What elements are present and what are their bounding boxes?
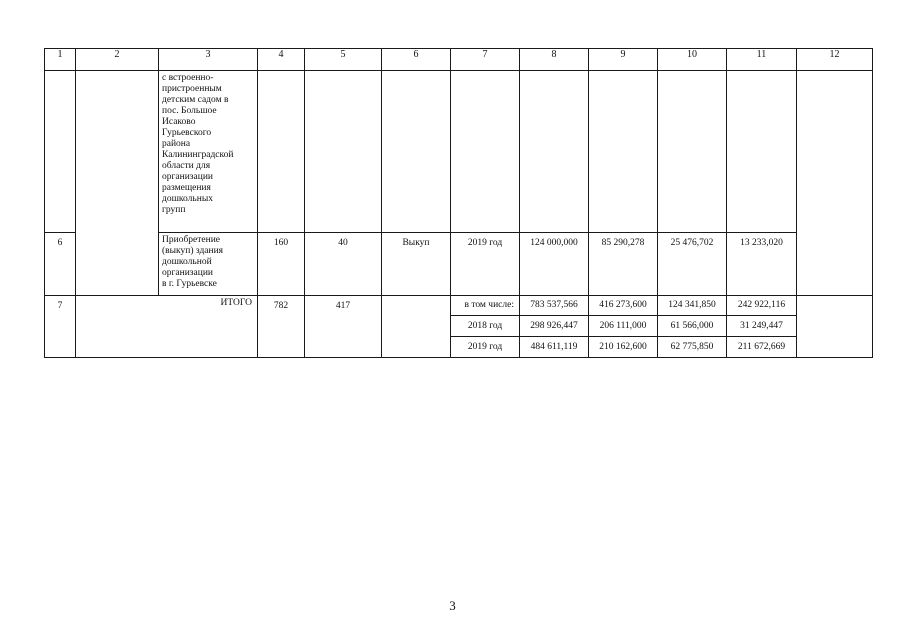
table-cell [305, 71, 382, 233]
table-cell: 85 290,278 [589, 233, 658, 296]
header-cell: 6 [382, 49, 451, 71]
total-label: ИТОГО [76, 296, 258, 358]
header-cell: 1 [45, 49, 76, 71]
table-row [45, 71, 873, 233]
table-row [45, 233, 873, 296]
header-cell: 7 [451, 49, 520, 71]
table-cell [258, 71, 305, 233]
table-cell [520, 71, 589, 233]
table-cell [451, 71, 520, 233]
table-cell: в том числе: [451, 296, 520, 316]
table-cell [797, 296, 873, 358]
header-cell: 11 [727, 49, 797, 71]
table-cell: 25 476,702 [658, 233, 727, 296]
header-cell: 9 [589, 49, 658, 71]
table-cell: 160 [258, 233, 305, 296]
page-number: 3 [449, 598, 456, 613]
table-cell: Выкуп [382, 233, 451, 296]
table-cell: 40 [305, 233, 382, 296]
header-cell: 8 [520, 49, 589, 71]
table-cell: 31 249,447 [727, 316, 797, 337]
table-cell [797, 71, 873, 296]
table-cell: 124 341,850 [658, 296, 727, 316]
header-cell: 2 [76, 49, 159, 71]
header-cell: 3 [159, 49, 258, 71]
table-cell: 242 922,116 [727, 296, 797, 316]
table-cell: 211 672,669 [727, 337, 797, 358]
header-cell: 12 [797, 49, 873, 71]
data-table [44, 48, 873, 358]
table-cell: 124 000,000 [520, 233, 589, 296]
table-cell [76, 71, 159, 296]
table-cell [382, 71, 451, 233]
table-cell: 783 537,566 [520, 296, 589, 316]
header-cell: 4 [258, 49, 305, 71]
table-cell: 61 566,000 [658, 316, 727, 337]
table-cell: 2019 год [451, 233, 520, 296]
table-cell [45, 71, 76, 233]
table-cell: 206 111,000 [589, 316, 658, 337]
header-row [45, 49, 873, 71]
table-cell: 210 162,600 [589, 337, 658, 358]
row-number: 7 [45, 296, 76, 358]
table-cell: 13 233,020 [727, 233, 797, 296]
header-cell: 5 [305, 49, 382, 71]
project-description: с встроенно- пристроенным детским садом в пос. Большое Исаково Гурьевского района Калининградской области для организации размещения дошкольных групп [159, 71, 258, 233]
table-cell: 2019 год [451, 337, 520, 358]
table-cell [589, 71, 658, 233]
table-cell: 417 [305, 296, 382, 358]
table-cell: 484 611,119 [520, 337, 589, 358]
header-cell: 10 [658, 49, 727, 71]
total-row [45, 296, 873, 316]
table-cell: 298 926,447 [520, 316, 589, 337]
table-cell: 782 [258, 296, 305, 358]
table-cell [382, 296, 451, 358]
table-cell: 62 775,850 [658, 337, 727, 358]
table-cell: 416 273,600 [589, 296, 658, 316]
row-number: 6 [45, 233, 76, 296]
table-cell [727, 71, 797, 233]
table-cell: 2018 год [451, 316, 520, 337]
table-cell [658, 71, 727, 233]
project-description: Приобретение (выкуп) здания дошкольной организации в г. Гурьевске [159, 233, 258, 296]
